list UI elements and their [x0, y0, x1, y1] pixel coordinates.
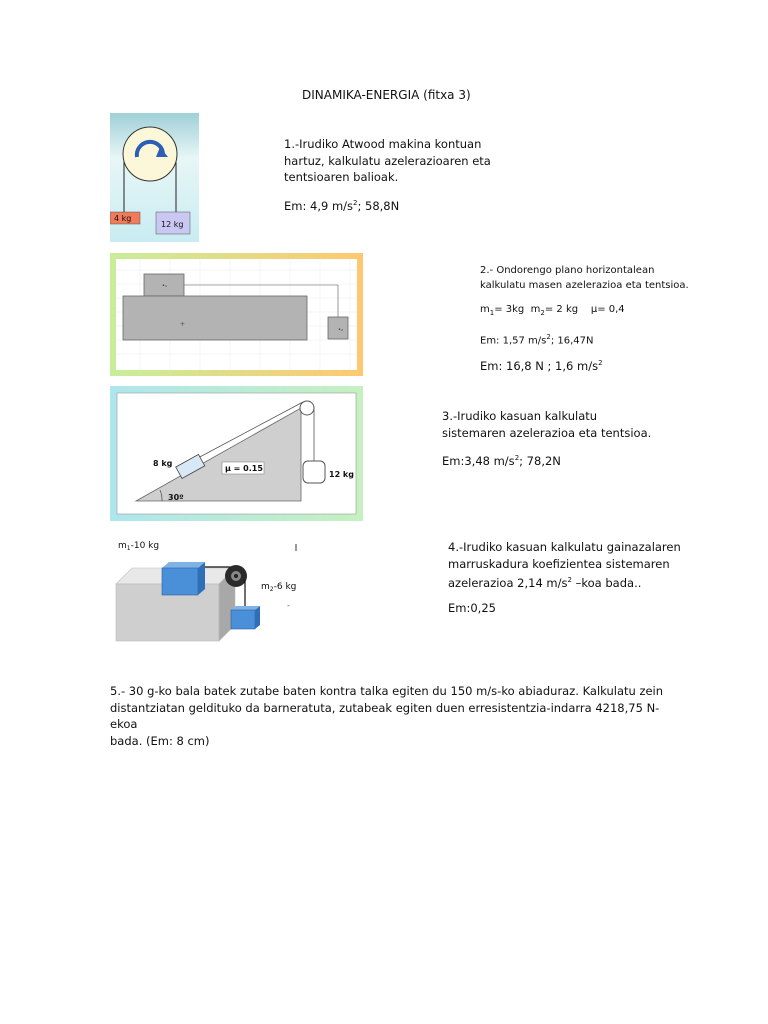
inclined-plane-figure: [110, 386, 363, 521]
friction-label: μ = 0.15: [225, 464, 263, 473]
block-mass-label: 8 kg: [153, 459, 173, 468]
problem-5: 5.- 30 g-ko bala batek zutabe baten kontra talka egiten du 150 m/s-ko abiaduraz. Kalkulatu zein distantziatan geldituko da barneratuta, zutabeak egiten duen erresistentzia-indarra 4218,75 N-ekoa bada. (Em: 8 cm): [110, 684, 664, 748]
right-mass-label: 12 kg: [161, 220, 184, 229]
problem-4: 4.-Irudiko kasuan kalkulatu gainazalaren marruskadura koefizientea sistemaren azelerazioa 2,14 $m/s^2$ –koa bada.. Em:0,25: [448, 540, 681, 616]
problem-1: 1.-Irudiko Atwood makina kontuan hartuz, kalkulatu azelerazioaren eta tentsioaren balioak. Em: 4,9 $m/s^2$; 58,8N: [284, 137, 491, 213]
svg-text:+: +: [180, 321, 186, 328]
problem-2-answer: Em: 1,57 $m/s^2$; 16,47N: [480, 333, 594, 347]
page-title: DINAMIKA-ENERGIA (fitxa 3): [302, 88, 471, 102]
svg-text:•₁: •₁: [162, 283, 167, 289]
m1-label: $m_1-10$ kg: [118, 541, 160, 552]
angle-label: 30º: [168, 493, 184, 502]
hanging-mass-label: 12 kg: [329, 470, 354, 479]
problem-3: 3.-Irudiko kasuan kalkulatu sistemaren azelerazioa eta tentsioa. Em:3,48 $m/s^2$; 78,2N: [442, 409, 652, 468]
problem-2-givens: $m_1= 3kg$ $m_2= 2$ kg μ= 0,4: [480, 304, 625, 317]
svg-text:-: -: [287, 601, 290, 610]
problem-4-answer: Em:0,25: [448, 601, 496, 616]
horizontal-plane-figure: [110, 253, 363, 376]
problem-2: 2.- Ondorengo plano horizontalean kalkulatu masen azelerazioa eta tentsioa. $m_1= 3kg$ $m_2= 2$ kg μ= 0,4 Em: 1,57 $m/s^2$; 16,47N Em: 16,8 N ; 1,6 $m/s^2$: [480, 265, 689, 374]
problem-1-answer: Em: 4,9 $m/s^2$; 58,8N: [284, 198, 400, 213]
problem-2-answer-2: Em: 16,8 N ; 1,6 $m/s^2$: [480, 359, 603, 374]
m2-label: $m_2-6$ kg: [261, 582, 297, 593]
problem-3-answer: Em:3,48 $m/s^2$; 78,2N: [442, 453, 561, 468]
svg-text:•₂: •₂: [338, 327, 343, 333]
left-mass-label: 4 kg: [114, 214, 132, 223]
pulley-block-figure: [110, 535, 302, 645]
atwood-figure: [110, 113, 199, 242]
